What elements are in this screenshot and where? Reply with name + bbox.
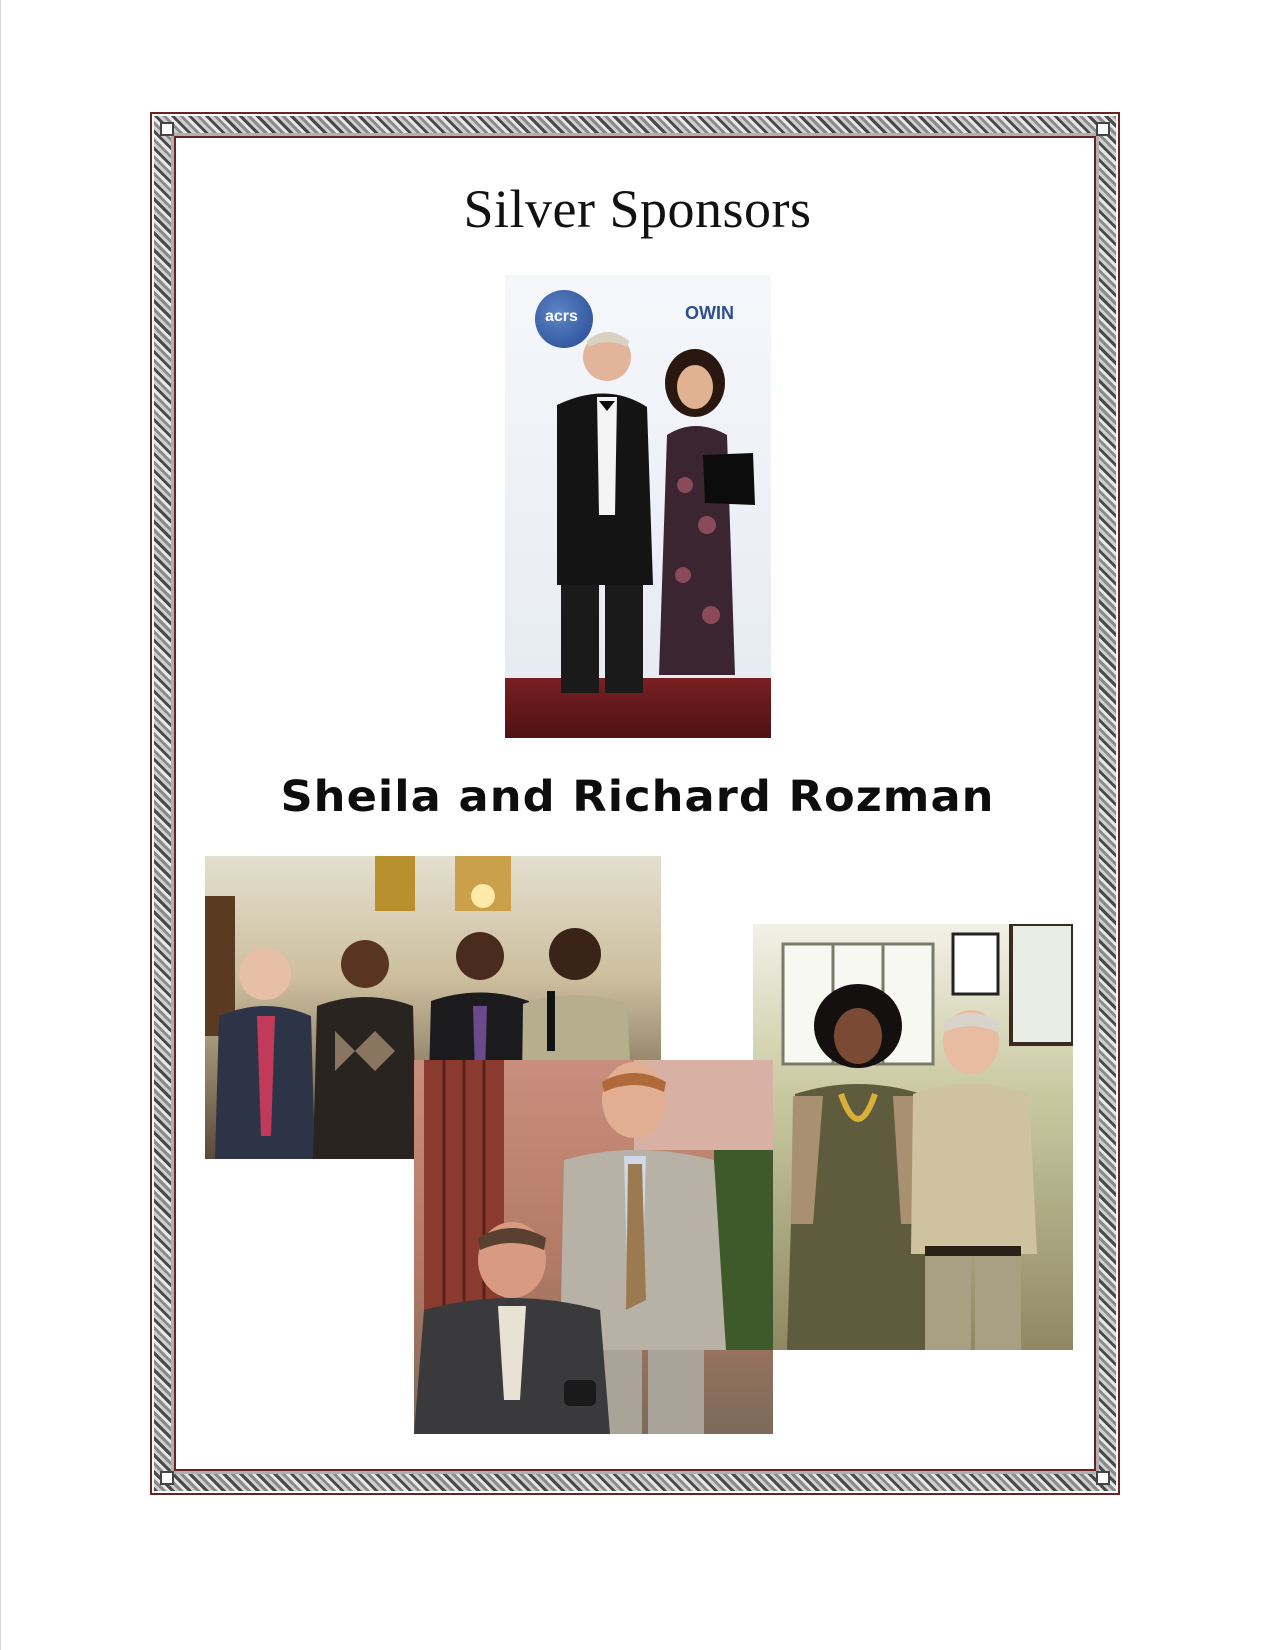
owin-logo-text: OWIN	[685, 303, 734, 323]
woman-in-floral-dress-figure	[645, 335, 757, 695]
frame-corner-top-right	[1096, 122, 1110, 136]
frame-corner-bottom-left	[160, 1471, 174, 1485]
page-edge	[0, 0, 1, 1650]
frame-corner-bottom-right	[1096, 1471, 1110, 1485]
frame-corner-top-left	[160, 122, 174, 136]
acrs-logo-text: acrs	[545, 308, 578, 325]
gala-couple-photo	[505, 275, 771, 738]
couple-indoor-scene	[753, 924, 1073, 1350]
couple-indoor-photo	[753, 924, 1073, 1350]
page-title: Silver Sponsors	[463, 179, 812, 239]
man-in-tuxedo-figure	[535, 315, 653, 693]
two-men-outdoor-photo	[414, 1060, 773, 1434]
two-men-outdoor-scene	[414, 1060, 773, 1434]
sponsor-name: Sheila and Richard Rozman	[280, 772, 995, 822]
